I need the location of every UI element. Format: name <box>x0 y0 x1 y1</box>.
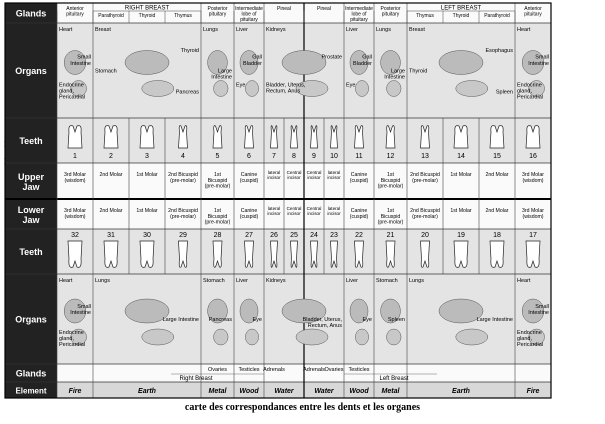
organ-sketch <box>355 329 368 345</box>
tooth-number: 5 <box>215 153 220 160</box>
organ-label: Gall Bladder <box>243 54 262 67</box>
organ-label: Stomach <box>95 68 117 75</box>
organ-label: Eye <box>346 82 356 89</box>
organ-label: Kidneys <box>266 278 286 284</box>
jaw-label: 3rd Molar (wisdom) <box>522 172 544 184</box>
organ-label: Spleen <box>495 89 513 96</box>
tooth-number: 20 <box>421 232 429 239</box>
organ-label: Liver <box>236 278 248 284</box>
gland-label: Thyroid <box>452 13 470 19</box>
element-label: Earth <box>452 388 470 395</box>
jaw-label: 3rd Molar (wisdom) <box>522 208 544 220</box>
organ-label: Small Intestine <box>70 54 91 67</box>
jaw-label: 1st Molar <box>136 208 158 214</box>
row-label: Glands <box>15 8 47 19</box>
tooth-number: 21 <box>386 232 395 239</box>
jaw-label: 2nd Molar <box>485 172 509 178</box>
chart-caption: carte des correspondances entre les dents et les organes <box>184 402 421 413</box>
breast-label-left: LEFT BREAST <box>440 5 482 12</box>
organ-label: Bladder, Uterus, Rectum, Anus <box>266 82 306 95</box>
organ-label: Endocrine gland, Pericardial <box>59 82 85 101</box>
gland-label: Thymus <box>416 13 434 19</box>
organ-label: Heart <box>517 278 531 284</box>
jaw-label: 2nd Bicuspid (pre-molar) <box>168 208 198 220</box>
breast-label-bottom-right: Right Breast <box>179 376 213 382</box>
jaw-label: 2nd Molar <box>485 208 509 214</box>
jaw-label: Central incisor <box>306 170 322 181</box>
gland-label: Anterior pituitary <box>524 6 542 18</box>
gland-label: Thymus <box>174 13 192 19</box>
organ-label: Lungs <box>376 27 391 33</box>
tooth-number: 29 <box>179 232 187 239</box>
tooth-number: 8 <box>292 153 296 160</box>
organ-label: Eye <box>236 82 246 89</box>
tooth-number: 15 <box>493 153 501 160</box>
gland-label: Intermediate lobe of pituitary <box>345 6 373 24</box>
jaw-label: 2nd Molar <box>99 172 123 178</box>
tooth-number: 19 <box>457 232 465 239</box>
organ-sketch <box>355 81 368 97</box>
organ-label: Small Intestine <box>528 304 549 317</box>
organ-label: Esophagus <box>485 47 513 54</box>
tooth-number: 3 <box>145 153 149 160</box>
tooth-number: 12 <box>386 153 395 160</box>
organ-sketch <box>214 329 229 345</box>
jaw-label: Canine (cuspid) <box>239 208 259 220</box>
organ-sketch <box>245 81 258 97</box>
organ-label: Prostate <box>321 54 342 61</box>
tooth-number: 24 <box>310 232 318 239</box>
organ-label: Bladder, Uterus, Rectum, Anus <box>302 317 342 330</box>
gland-label: Posterior pituitary <box>207 6 228 18</box>
gland-label: Pineal <box>277 6 291 12</box>
jaw-label: lateral incisor <box>267 206 281 217</box>
organ-label: Gall Bladder <box>353 54 372 67</box>
gland-label: Parathyroid <box>484 13 510 19</box>
jaw-label: 3rd Molar (wisdom) <box>64 172 86 184</box>
organ-label: Pancreas <box>208 317 232 323</box>
jaw-label: Canine (cuspid) <box>239 172 259 184</box>
organ-label: Eye <box>362 317 372 323</box>
breast-label-right: RIGHT BREAST <box>124 5 170 12</box>
jaw-label: 1st Molar <box>450 172 472 178</box>
jaw-label: lateral incisor <box>327 206 341 217</box>
element-label: Metal <box>208 388 227 395</box>
jaw-label: 1st Bicuspid (pre-molar) <box>377 172 404 190</box>
organ-label: Endocrine gland, Pericardial <box>517 330 543 349</box>
tooth-number: 11 <box>355 153 363 160</box>
tooth-number: 2 <box>109 153 113 160</box>
jaw-label: 2nd Bicuspid (pre-molar) <box>168 172 198 184</box>
organ-sketch <box>456 329 488 345</box>
gland-label: Anterior pituitary <box>66 6 84 18</box>
organ-label: Breast <box>95 27 111 33</box>
organ-label: Small Intestine <box>528 54 549 67</box>
organ-label: Liver <box>236 27 248 33</box>
gland-bottom-label: Ovaries <box>324 367 344 373</box>
gland-bottom-label: Testicles <box>238 367 260 373</box>
organ-label: Lungs <box>95 278 110 284</box>
organ-sketch <box>142 329 174 345</box>
row-label: Teeth <box>19 136 43 146</box>
tooth-number: 30 <box>143 232 151 239</box>
gland-label: Pineal <box>317 6 331 12</box>
jaw-label: 3rd Molar (wisdom) <box>64 208 86 220</box>
organ-sketch <box>387 329 402 345</box>
organ-label: Large Intestine <box>384 68 405 81</box>
gland-label: Posterior pituitary <box>380 6 401 18</box>
tooth-number: 9 <box>312 153 316 160</box>
organ-label: Lungs <box>409 278 424 284</box>
row-label: Lower <box>17 205 45 215</box>
organ-sketch <box>142 81 174 97</box>
jaw-label: Central incisor <box>306 206 322 217</box>
gland-bottom-label: Adrenals <box>303 367 325 373</box>
organ-label: Spleen <box>387 317 405 323</box>
row-label: Upper <box>17 172 45 182</box>
jaw-label: 2nd Molar <box>99 208 123 214</box>
element-label: Earth <box>138 388 156 395</box>
element-label: Water <box>314 388 334 395</box>
row-label: Organs <box>15 66 47 76</box>
organ-label: Pancreas <box>175 89 199 96</box>
organ-sketch <box>439 51 483 75</box>
gland-label: Intermediate lobe of pituitary <box>235 6 263 24</box>
organ-label: Heart <box>59 27 73 33</box>
organ-label: Small Intestine <box>70 304 91 317</box>
jaw-label: 1st Bicuspid (pre-molar) <box>377 208 404 226</box>
organ-label: Thyroid <box>409 68 428 75</box>
element-label: Fire <box>68 388 82 395</box>
organ-sketch <box>214 81 229 97</box>
tooth-number: 25 <box>290 232 298 239</box>
row-label: Organs <box>15 314 47 325</box>
element-label: Water <box>274 388 294 395</box>
organ-label: Stomach <box>203 278 225 284</box>
jaw-label: Central incisor <box>286 206 302 217</box>
organ-label: Large Intestine <box>211 68 232 81</box>
organ-sketch <box>245 329 258 345</box>
organ-sketch <box>456 81 488 97</box>
tooth-number: 31 <box>107 232 115 239</box>
gland-bottom-label: Ovaries <box>208 367 227 373</box>
organ-label: Heart <box>517 27 531 33</box>
organ-sketch <box>296 329 328 345</box>
tooth-number: 32 <box>71 232 79 239</box>
organ-label: Stomach <box>376 278 398 284</box>
tooth-number: 17 <box>529 232 537 239</box>
organ-label: Large Intestine <box>162 317 199 323</box>
tooth-number: 1 <box>73 153 77 160</box>
jaw-label: lateral incisor <box>267 170 281 181</box>
jaw-label: 1st Molar <box>136 172 158 178</box>
tooth-number: 14 <box>457 153 465 160</box>
gland-label: Parathyroid <box>98 13 124 19</box>
organ-sketch <box>282 51 326 75</box>
tooth-number: 6 <box>247 153 251 160</box>
jaw-label: 1st Bicuspid (pre-molar) <box>204 208 231 226</box>
tooth-number: 22 <box>355 232 363 239</box>
organ-label: Endocrine gland, Pericardial <box>59 330 85 349</box>
organ-sketch <box>125 51 169 75</box>
row-label: Element <box>15 386 47 396</box>
element-label: Wood <box>239 388 259 395</box>
jaw-label: 2nd Bicuspid (pre-molar) <box>410 208 440 220</box>
organ-label: Thyroid <box>180 47 199 54</box>
jaw-label: 1st Molar <box>450 208 472 214</box>
jaw-label: lateral incisor <box>327 170 341 181</box>
tooth-number: 18 <box>493 232 501 239</box>
element-label: Metal <box>381 388 400 395</box>
gland-bottom-label: Testicles <box>348 367 370 373</box>
organ-label: Lungs <box>203 27 218 33</box>
organ-label: Breast <box>409 27 425 33</box>
organ-label: Liver <box>346 27 358 33</box>
organ-label: Large Intestine <box>476 317 513 323</box>
jaw-label: Central incisor <box>286 170 302 181</box>
tooth-number: 27 <box>245 232 253 239</box>
tooth-number: 28 <box>213 232 222 239</box>
organ-label: Endocrine gland, Pericardial <box>517 82 543 101</box>
row-label: Jaw <box>22 215 40 225</box>
jaw-label: 2nd Bicuspid (pre-molar) <box>410 172 440 184</box>
organ-label: Kidneys <box>266 27 286 33</box>
gland-bottom-label: Adrenals <box>263 367 285 373</box>
organ-label: Heart <box>59 278 73 284</box>
gland-label: Thyroid <box>138 13 156 19</box>
element-label: Wood <box>349 388 369 395</box>
tooth-number: 13 <box>421 153 429 160</box>
organ-label: Eye <box>252 317 262 323</box>
breast-label-bottom-left: Left Breast <box>379 376 409 382</box>
tooth-number: 7 <box>272 153 276 160</box>
row-label: Teeth <box>19 247 43 257</box>
tooth-number: 26 <box>270 232 278 239</box>
jaw-label: 1st Bicuspid (pre-molar) <box>204 172 231 190</box>
tooth-number: 10 <box>330 153 338 160</box>
row-label: Jaw <box>22 182 40 192</box>
element-label: Fire <box>526 388 540 395</box>
organ-label: Liver <box>346 278 358 284</box>
row-label: Glands <box>15 368 47 379</box>
jaw-label: Canine (cuspid) <box>349 172 369 184</box>
tooth-number: 23 <box>330 232 338 239</box>
organ-sketch <box>387 81 402 97</box>
tooth-number: 16 <box>529 153 537 160</box>
tooth-number: 4 <box>181 153 185 160</box>
jaw-label: Canine (cuspid) <box>349 208 369 220</box>
